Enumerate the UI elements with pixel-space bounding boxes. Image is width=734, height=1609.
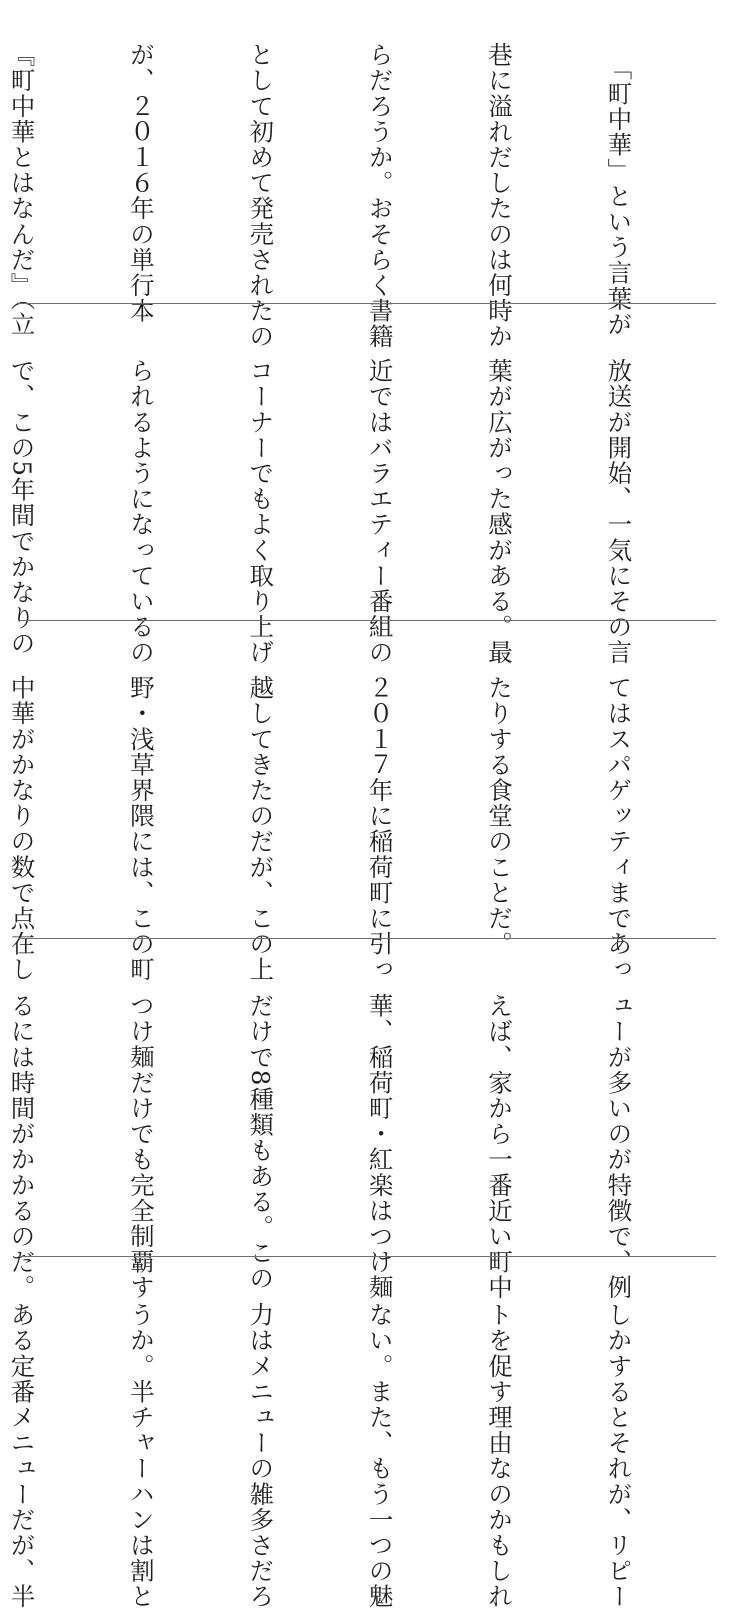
section-divider: [18, 620, 716, 621]
text-column: トを促す理由なのかもしれ: [485, 1302, 515, 1609]
article-section: [0, 675, 734, 983]
section-divider: [18, 1256, 716, 1257]
text-column: 『町中華とはなんだ』（立: [7, 42, 37, 337]
section-divider: [18, 938, 716, 939]
article-section: [0, 993, 734, 1301]
text-column: ューが多いのが特徴で、例: [604, 993, 634, 1301]
text-column: で、この5年間でかなりの: [7, 358, 37, 657]
column-text-block: [0, 993, 718, 1301]
column-text-block: [0, 358, 718, 666]
text-column: らだろうか。おそらく書籍: [365, 42, 395, 350]
text-column: 華、稲荷町・紅楽はつけ麺: [365, 993, 395, 1301]
text-column: てはスパゲッティまであっ: [604, 675, 634, 983]
column-text-block: [0, 675, 718, 983]
text-column: つけ麺だけでも完全制覇す: [126, 993, 156, 1301]
section-divider: [18, 303, 716, 304]
text-column: たりする食堂のことだ。: [485, 675, 515, 957]
text-column: コーナーでもよく取り上げ: [246, 358, 276, 666]
text-column: ある定番メニューだが、半: [7, 1302, 37, 1609]
text-column: ない。また、もう一つの魅: [365, 1302, 395, 1609]
text-column: うか。半チャーハンは割と: [126, 1302, 156, 1609]
article-section: [0, 42, 734, 350]
text-column: 放送が開始、一気にその言: [604, 358, 634, 666]
text-column: 力はメニューの雑多さだろ: [246, 1302, 276, 1609]
text-column: として初めて発売されたの: [246, 42, 276, 350]
text-column: えば、家から一番近い町中: [485, 993, 515, 1301]
article-section: [0, 1302, 734, 1609]
text-column: 葉が広がった感がある。最: [485, 358, 515, 666]
text-column: しかするとそれが、リピー: [604, 1302, 634, 1609]
text-column: だけで8種類もある。この: [246, 993, 276, 1292]
text-column: られるようになっているの: [126, 358, 156, 666]
text-column: が、２０１６年の単行本: [126, 42, 156, 324]
text-column: 「町中華」という言葉が: [604, 42, 634, 337]
text-column: るには時間がかかるのだ。: [7, 993, 37, 1301]
text-column: 中華がかなりの数で点在し: [7, 675, 37, 983]
text-column: 近ではバラエティー番組の: [365, 358, 395, 666]
text-column: 野・浅草界隈には、この町: [126, 675, 156, 983]
text-column: 越してきたのだが、この上: [246, 675, 276, 983]
text-column: 巷に溢れだしたのは何時か: [485, 42, 515, 350]
column-text-block: [0, 42, 718, 350]
text-column: ２０１７年に稲荷町に引っ: [365, 675, 395, 983]
column-text-block: [0, 1302, 718, 1609]
article-section: [0, 358, 734, 666]
